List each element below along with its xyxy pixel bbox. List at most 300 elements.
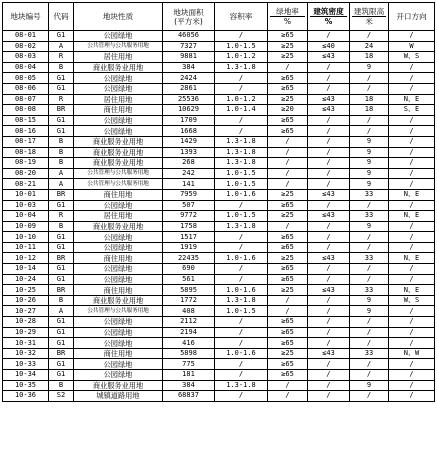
cell-nature: 商住用地 xyxy=(74,105,163,116)
cell-nature: 公共管理与公共服务用地 xyxy=(74,179,163,190)
cell-opening: W、S xyxy=(389,52,435,63)
table-row xyxy=(3,211,435,222)
cell-opening: / xyxy=(389,73,435,84)
table-row xyxy=(3,73,435,84)
header-green-label: 绿地率 xyxy=(276,7,299,16)
cell-density: / xyxy=(308,62,350,73)
cell-area: 7327 xyxy=(163,41,215,52)
cell-green: ≥65 xyxy=(268,83,308,94)
cell-area: 5895 xyxy=(163,285,215,296)
cell-code: G1 xyxy=(49,242,74,253)
cell-area: 1709 xyxy=(163,115,215,126)
table-row xyxy=(3,200,435,211)
cell-far: 1.0-1.6 xyxy=(215,285,268,296)
cell-nature: 公共管理与公共服务用地 xyxy=(74,41,163,52)
cell-green: ≥65 xyxy=(268,242,308,253)
cell-far: / xyxy=(215,317,268,328)
cell-green: ≥20 xyxy=(268,105,308,116)
cell-green: ≥65 xyxy=(268,200,308,211)
cell-nature: 公园绿地 xyxy=(74,317,163,328)
cell-opening: / xyxy=(389,317,435,328)
cell-green: ≥65 xyxy=(268,338,308,349)
table-row xyxy=(3,115,435,126)
cell-opening: / xyxy=(389,179,435,190)
cell-far: / xyxy=(215,338,268,349)
cell-far: 1.3-1.8 xyxy=(215,295,268,306)
cell-height: 33 xyxy=(350,285,389,296)
cell-nature: 商住用地 xyxy=(74,285,163,296)
cell-plot-no: 10-04 xyxy=(3,211,49,222)
cell-green: / xyxy=(268,147,308,158)
cell-density: ≤43 xyxy=(308,105,350,116)
cell-green: ≥65 xyxy=(268,264,308,275)
cell-density: / xyxy=(308,338,350,349)
table-row xyxy=(3,317,435,328)
cell-area: 68837 xyxy=(163,391,215,402)
cell-opening: / xyxy=(389,391,435,402)
cell-area: 5898 xyxy=(163,348,215,359)
cell-code: G1 xyxy=(49,83,74,94)
cell-plot-no: 08-06 xyxy=(3,83,49,94)
cell-area: 416 xyxy=(163,338,215,349)
cell-opening: / xyxy=(389,338,435,349)
cell-far: / xyxy=(215,31,268,42)
cell-green: ≥25 xyxy=(268,211,308,222)
cell-height: 18 xyxy=(350,52,389,63)
table-row xyxy=(3,391,435,402)
cell-nature: 公园绿地 xyxy=(74,31,163,42)
cell-code: R xyxy=(49,52,74,63)
table-row xyxy=(3,370,435,381)
cell-nature: 商住用地 xyxy=(74,348,163,359)
cell-height: 9 xyxy=(350,221,389,232)
cell-opening: / xyxy=(389,306,435,317)
cell-green: ≥25 xyxy=(268,41,308,52)
cell-plot-no: 10-10 xyxy=(3,232,49,243)
cell-nature: 公园绿地 xyxy=(74,338,163,349)
header-green xyxy=(268,3,308,31)
cell-density: / xyxy=(308,327,350,338)
cell-density: ≤40 xyxy=(308,41,350,52)
cell-nature: 公园绿地 xyxy=(74,370,163,381)
cell-plot-no: 08-07 xyxy=(3,94,49,105)
cell-opening: N、E xyxy=(389,285,435,296)
cell-nature: 商业服务业用地 xyxy=(74,158,163,169)
cell-far: / xyxy=(215,327,268,338)
cell-code: B xyxy=(49,295,74,306)
cell-area: 10629 xyxy=(163,105,215,116)
cell-area: 141 xyxy=(163,179,215,190)
cell-height: / xyxy=(350,370,389,381)
cell-code: BR xyxy=(49,348,74,359)
cell-height: / xyxy=(350,232,389,243)
cell-code: R xyxy=(49,94,74,105)
cell-density: ≤43 xyxy=(308,189,350,200)
cell-far: 1.0-1.6 xyxy=(215,253,268,264)
header-density-unit: % xyxy=(310,16,347,26)
cell-far: / xyxy=(215,242,268,253)
cell-plot-no: 10-28 xyxy=(3,317,49,328)
header-code: 代码 xyxy=(49,3,74,31)
cell-opening: / xyxy=(389,115,435,126)
cell-code: A xyxy=(49,306,74,317)
cell-opening: N、E xyxy=(389,189,435,200)
table-row xyxy=(3,221,435,232)
cell-density: / xyxy=(308,136,350,147)
cell-area: 9772 xyxy=(163,211,215,222)
cell-green: / xyxy=(268,221,308,232)
cell-code: G1 xyxy=(49,73,74,84)
cell-plot-no: 10-32 xyxy=(3,348,49,359)
cell-opening: / xyxy=(389,200,435,211)
cell-plot-no: 08-20 xyxy=(3,168,49,179)
cell-density: / xyxy=(308,370,350,381)
cell-far: 1.0-1.5 xyxy=(215,41,268,52)
cell-height: 9 xyxy=(350,168,389,179)
cell-area: 408 xyxy=(163,306,215,317)
cell-code: G1 xyxy=(49,359,74,370)
cell-area: 384 xyxy=(163,62,215,73)
header-area xyxy=(163,3,215,31)
table-row xyxy=(3,242,435,253)
cell-far: 1.3-1.8 xyxy=(215,158,268,169)
cell-density: / xyxy=(308,306,350,317)
cell-code: A xyxy=(49,179,74,190)
cell-height: 9 xyxy=(350,295,389,306)
cell-code: G1 xyxy=(49,370,74,381)
cell-code: G1 xyxy=(49,232,74,243)
cell-height: 18 xyxy=(350,94,389,105)
cell-area: 1919 xyxy=(163,242,215,253)
cell-height: / xyxy=(350,391,389,402)
cell-far: / xyxy=(215,73,268,84)
cell-height: 33 xyxy=(350,211,389,222)
cell-density: / xyxy=(308,31,350,42)
cell-area: 2194 xyxy=(163,327,215,338)
cell-nature: 商住用地 xyxy=(74,253,163,264)
table-row xyxy=(3,62,435,73)
table-row xyxy=(3,83,435,94)
cell-opening: S、E xyxy=(389,105,435,116)
cell-green: ≥25 xyxy=(268,285,308,296)
cell-density: / xyxy=(308,391,350,402)
header-plot-no: 地块编号 xyxy=(3,3,49,31)
cell-far: 1.0-1.5 xyxy=(215,306,268,317)
cell-height: 18 xyxy=(350,105,389,116)
cell-green: ≥65 xyxy=(268,115,308,126)
cell-height: / xyxy=(350,274,389,285)
cell-code: BR xyxy=(49,285,74,296)
cell-area: 9881 xyxy=(163,52,215,63)
cell-far: 1.3-1.8 xyxy=(215,62,268,73)
cell-height: / xyxy=(350,200,389,211)
header-far: 容积率 xyxy=(215,3,268,31)
cell-opening: / xyxy=(389,242,435,253)
cell-opening: / xyxy=(389,359,435,370)
table-row xyxy=(3,306,435,317)
cell-green: / xyxy=(268,136,308,147)
cell-plot-no: 10-24 xyxy=(3,274,49,285)
cell-green: / xyxy=(268,179,308,190)
cell-plot-no: 10-33 xyxy=(3,359,49,370)
cell-height: / xyxy=(350,115,389,126)
cell-opening: / xyxy=(389,232,435,243)
cell-height: 24 xyxy=(350,41,389,52)
cell-nature: 公园绿地 xyxy=(74,83,163,94)
cell-height: / xyxy=(350,126,389,137)
header-height-label: 建筑限高 xyxy=(353,7,385,16)
cell-density: / xyxy=(308,115,350,126)
cell-far: 1.0-1.6 xyxy=(215,348,268,359)
cell-area: 507 xyxy=(163,200,215,211)
cell-plot-no: 08-19 xyxy=(3,158,49,169)
cell-density: / xyxy=(308,168,350,179)
cell-green: / xyxy=(268,306,308,317)
cell-far: / xyxy=(215,126,268,137)
cell-far: / xyxy=(215,200,268,211)
cell-green: ≥65 xyxy=(268,370,308,381)
cell-green: ≥65 xyxy=(268,317,308,328)
header-area-label: 地块面积 xyxy=(173,7,204,17)
cell-height: 33 xyxy=(350,253,389,264)
cell-height: 9 xyxy=(350,179,389,190)
cell-density: / xyxy=(308,359,350,370)
cell-height: / xyxy=(350,83,389,94)
cell-nature: 商业服务业用地 xyxy=(74,295,163,306)
cell-plot-no: 08-04 xyxy=(3,62,49,73)
cell-plot-no: 10-31 xyxy=(3,338,49,349)
cell-opening: N、W xyxy=(389,348,435,359)
cell-opening: N、E xyxy=(389,253,435,264)
cell-opening: / xyxy=(389,83,435,94)
cell-plot-no: 08-01 xyxy=(3,31,49,42)
table-row xyxy=(3,285,435,296)
cell-opening: / xyxy=(389,327,435,338)
cell-plot-no: 10-03 xyxy=(3,200,49,211)
table-row xyxy=(3,136,435,147)
header-nature: 地块性质 xyxy=(74,3,163,31)
cell-density: / xyxy=(308,158,350,169)
table-row xyxy=(3,158,435,169)
cell-density: ≤43 xyxy=(308,211,350,222)
cell-code: A xyxy=(49,168,74,179)
cell-plot-no: 08-16 xyxy=(3,126,49,137)
cell-opening: / xyxy=(389,168,435,179)
cell-far: / xyxy=(215,359,268,370)
cell-code: BR xyxy=(49,105,74,116)
cell-area: 268 xyxy=(163,158,215,169)
cell-far: / xyxy=(215,83,268,94)
cell-far: / xyxy=(215,274,268,285)
cell-code: B xyxy=(49,136,74,147)
cell-height: 9 xyxy=(350,136,389,147)
land-use-control-table xyxy=(2,2,435,402)
table-row xyxy=(3,147,435,158)
cell-area: 2424 xyxy=(163,73,215,84)
cell-area: 1393 xyxy=(163,147,215,158)
cell-nature: 居住用地 xyxy=(74,52,163,63)
header-height xyxy=(350,3,389,31)
cell-plot-no: 08-18 xyxy=(3,147,49,158)
cell-far: 1.0-1.2 xyxy=(215,52,268,63)
cell-area: 384 xyxy=(163,380,215,391)
cell-plot-no: 10-27 xyxy=(3,306,49,317)
cell-plot-no: 10-35 xyxy=(3,380,49,391)
cell-plot-no: 10-36 xyxy=(3,391,49,402)
header-area-unit: (平方米) xyxy=(174,16,203,26)
cell-area: 1668 xyxy=(163,126,215,137)
cell-plot-no: 08-21 xyxy=(3,179,49,190)
cell-height: / xyxy=(350,264,389,275)
cell-code: B xyxy=(49,221,74,232)
cell-green: / xyxy=(268,391,308,402)
cell-green: ≥65 xyxy=(268,359,308,370)
cell-code: B xyxy=(49,380,74,391)
table-row xyxy=(3,348,435,359)
cell-nature: 商业服务业用地 xyxy=(74,136,163,147)
cell-nature: 公园绿地 xyxy=(74,115,163,126)
cell-density: / xyxy=(308,295,350,306)
cell-green: ≥65 xyxy=(268,31,308,42)
cell-plot-no: 10-01 xyxy=(3,189,49,200)
cell-plot-no: 10-11 xyxy=(3,242,49,253)
table-row xyxy=(3,264,435,275)
cell-nature: 公园绿地 xyxy=(74,232,163,243)
cell-code: B xyxy=(49,147,74,158)
cell-density: ≤43 xyxy=(308,52,350,63)
table-row xyxy=(3,253,435,264)
cell-green: / xyxy=(268,168,308,179)
cell-code: B xyxy=(49,62,74,73)
cell-green: ≥65 xyxy=(268,73,308,84)
cell-area: 775 xyxy=(163,359,215,370)
cell-density: / xyxy=(308,232,350,243)
cell-plot-no: 10-26 xyxy=(3,295,49,306)
cell-density: / xyxy=(308,242,350,253)
cell-far: / xyxy=(215,370,268,381)
header-opening: 开口方向 xyxy=(389,3,435,31)
cell-opening: / xyxy=(389,31,435,42)
table-row xyxy=(3,31,435,42)
cell-opening: / xyxy=(389,274,435,285)
table-row xyxy=(3,327,435,338)
cell-code: G1 xyxy=(49,115,74,126)
cell-plot-no: 08-08 xyxy=(3,105,49,116)
cell-plot-no: 08-02 xyxy=(3,41,49,52)
cell-green: ≥65 xyxy=(268,327,308,338)
table-row xyxy=(3,189,435,200)
cell-far: 1.3-1.8 xyxy=(215,136,268,147)
cell-density: / xyxy=(308,147,350,158)
cell-plot-no: 10-12 xyxy=(3,253,49,264)
cell-code: G1 xyxy=(49,264,74,275)
cell-opening: W、S xyxy=(389,295,435,306)
cell-height: / xyxy=(350,317,389,328)
cell-height: 33 xyxy=(350,348,389,359)
table-row xyxy=(3,126,435,137)
cell-far: 1.0-1.4 xyxy=(215,105,268,116)
cell-density: ≤43 xyxy=(308,285,350,296)
cell-nature: 商住用地 xyxy=(74,189,163,200)
cell-area: 561 xyxy=(163,274,215,285)
cell-code: G1 xyxy=(49,338,74,349)
cell-far: 1.3-1.8 xyxy=(215,221,268,232)
cell-area: 1772 xyxy=(163,295,215,306)
cell-density: / xyxy=(308,83,350,94)
cell-code: A xyxy=(49,41,74,52)
cell-opening: / xyxy=(389,136,435,147)
cell-area: 2112 xyxy=(163,317,215,328)
cell-density: / xyxy=(308,73,350,84)
cell-area: 690 xyxy=(163,264,215,275)
cell-density: / xyxy=(308,221,350,232)
cell-height: 9 xyxy=(350,147,389,158)
cell-far: 1.3-1.8 xyxy=(215,147,268,158)
cell-code: G1 xyxy=(49,274,74,285)
cell-green: ≥65 xyxy=(268,126,308,137)
cell-area: 242 xyxy=(163,168,215,179)
cell-green: / xyxy=(268,295,308,306)
cell-plot-no: 10-25 xyxy=(3,285,49,296)
cell-density: / xyxy=(308,317,350,328)
cell-nature: 居住用地 xyxy=(74,211,163,222)
cell-height: / xyxy=(350,338,389,349)
cell-nature: 居住用地 xyxy=(74,94,163,105)
cell-far: / xyxy=(215,115,268,126)
cell-green: ≥65 xyxy=(268,274,308,285)
cell-density: / xyxy=(308,274,350,285)
cell-far: / xyxy=(215,391,268,402)
table-header-row xyxy=(3,3,435,31)
table-row xyxy=(3,168,435,179)
cell-area: 25536 xyxy=(163,94,215,105)
table-row xyxy=(3,179,435,190)
cell-far: 1.0-1.2 xyxy=(215,94,268,105)
cell-height: 9 xyxy=(350,62,389,73)
cell-green: / xyxy=(268,62,308,73)
cell-nature: 公园绿地 xyxy=(74,359,163,370)
table-row xyxy=(3,338,435,349)
cell-nature: 公园绿地 xyxy=(74,327,163,338)
header-density-label: 建筑密度 xyxy=(313,7,344,16)
cell-area: 46056 xyxy=(163,31,215,42)
cell-nature: 公园绿地 xyxy=(74,200,163,211)
cell-area: 1517 xyxy=(163,232,215,243)
cell-green: / xyxy=(268,380,308,391)
cell-nature: 公园绿地 xyxy=(74,73,163,84)
table-row xyxy=(3,295,435,306)
cell-height: 33 xyxy=(350,189,389,200)
cell-density: ≤43 xyxy=(308,348,350,359)
cell-far: 1.0-1.5 xyxy=(215,168,268,179)
cell-plot-no: 08-17 xyxy=(3,136,49,147)
cell-opening: / xyxy=(389,147,435,158)
cell-density: ≤43 xyxy=(308,253,350,264)
cell-opening: / xyxy=(389,158,435,169)
cell-opening: / xyxy=(389,62,435,73)
table-row xyxy=(3,232,435,243)
cell-area: 1758 xyxy=(163,221,215,232)
table-row xyxy=(3,105,435,116)
cell-green: ≥25 xyxy=(268,52,308,63)
cell-opening: N、E xyxy=(389,94,435,105)
cell-plot-no: 10-14 xyxy=(3,264,49,275)
cell-plot-no: 08-05 xyxy=(3,73,49,84)
table-row xyxy=(3,52,435,63)
cell-height: / xyxy=(350,242,389,253)
cell-area: 7959 xyxy=(163,189,215,200)
cell-height: 9 xyxy=(350,380,389,391)
